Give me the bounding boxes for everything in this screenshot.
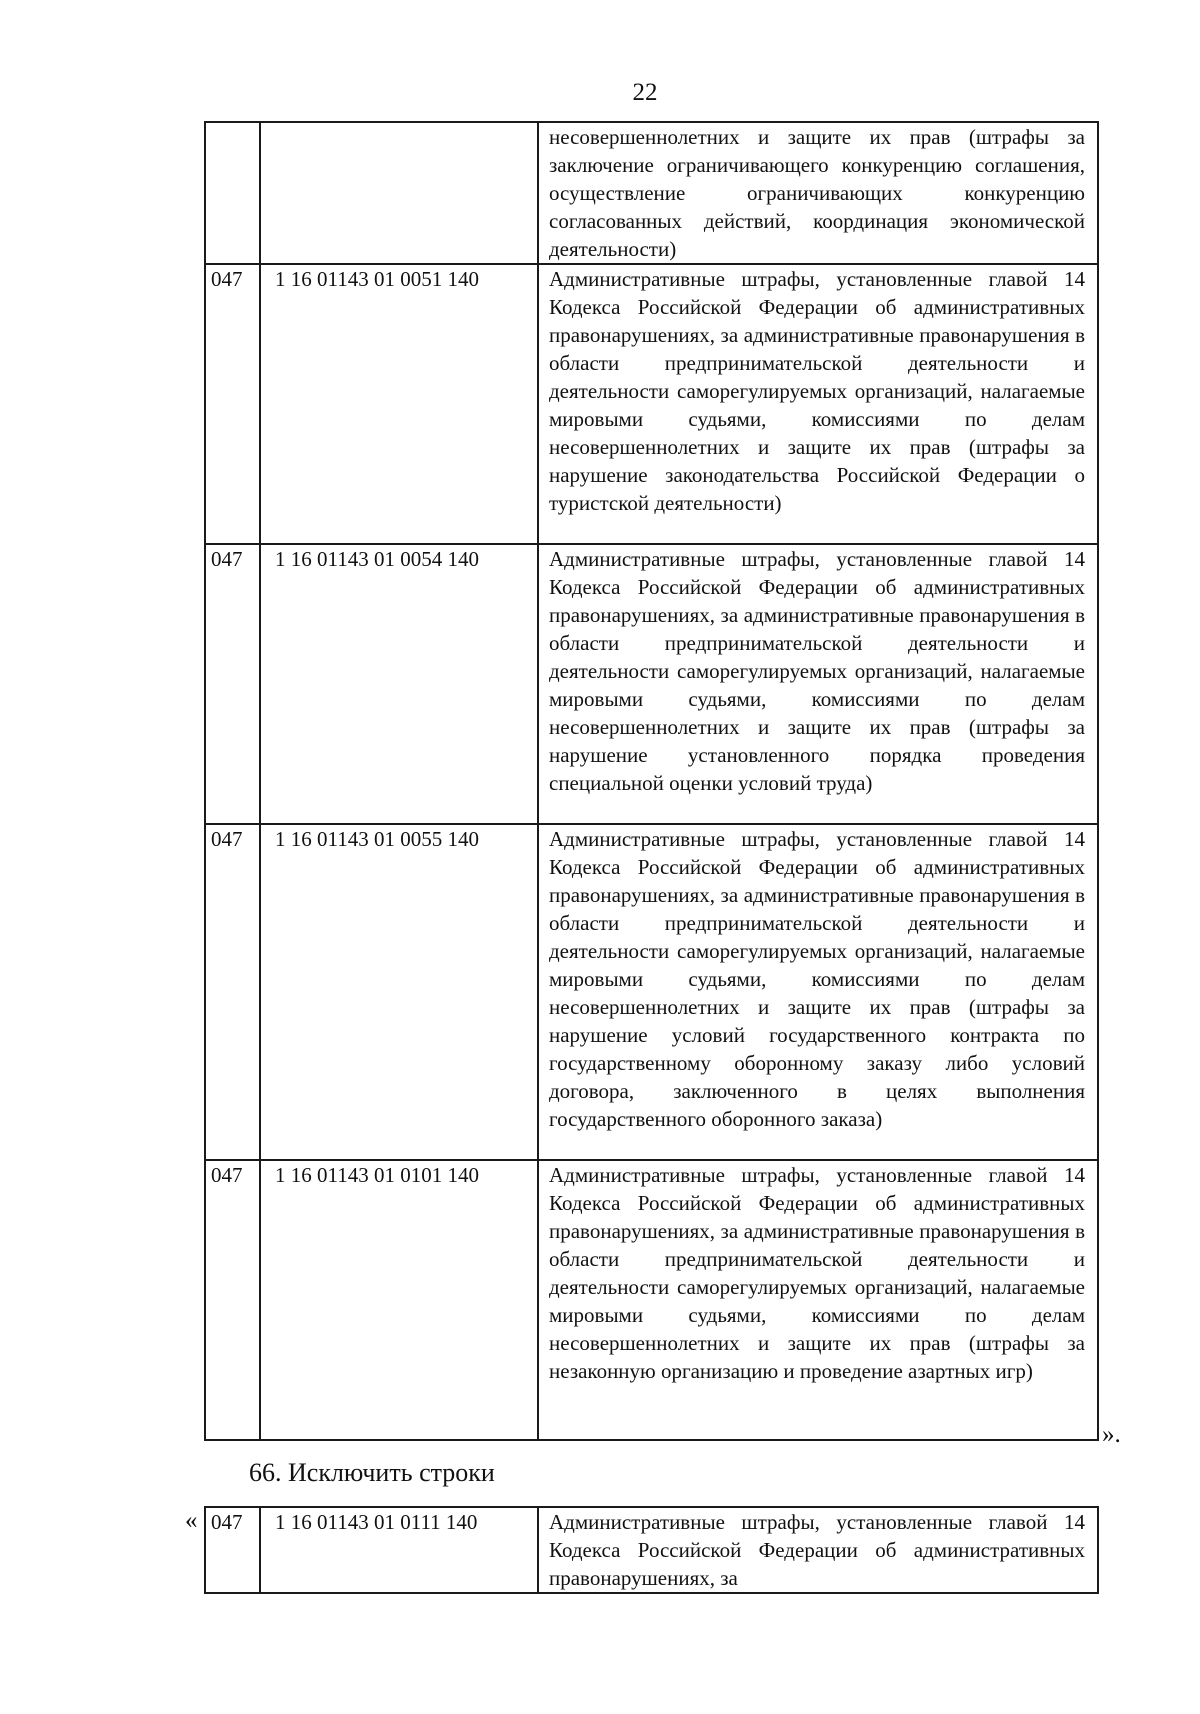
description-text: Административные штрафы, установленные главой 14 Кодекса Российской Федерации об административных правонарушениях, за административные правонарушения в области предпринимательской деятельности и деятельности саморегулируемых организаций, налагаемые мировыми судьями, комиссиями по делам несовершеннолетних и защите их прав (штрафы за нарушение условий государственного контракта по государственному оборонному заказу либо условий договора, заключенного в целях выполнения государственного оборонного заказа) — [549, 827, 1085, 1131]
admin-code-cell: 047 — [205, 544, 260, 824]
revenue-codes-table — [204, 121, 1099, 1441]
description-text: Административные штрафы, установленные главой 14 Кодекса Российской Федерации об административных правонарушениях, за административные правонарушения в области предпринимательской деятельности и деятельности саморегулируемых организаций, налагаемые мировыми судьями, комиссиями по делам несовершеннолетних и защите их прав (штрафы за незаконную организацию и проведение азартных игр) — [549, 1163, 1085, 1383]
description-text: Административные штрафы, установленные главой 14 Кодекса Российской Федерации об административных правонарушениях, за административные правонарушения в области предпринимательской деятельности и деятельности саморегулируемых организаций, налагаемые мировыми судьями, комиссиями по делам несовершеннолетних и защите их прав (штрафы за нарушение законодательства Российской Федерации о туристской деятельности) — [549, 267, 1085, 515]
kbk-code-cell: 1 16 01143 01 0051 140 — [260, 264, 538, 544]
table-row — [205, 122, 1098, 264]
kbk-code-cell: 1 16 01143 01 0055 140 — [260, 824, 538, 1160]
closing-quote: ». — [1102, 1421, 1121, 1448]
description-text: Административные штрафы, установленные главой 14 Кодекса Российской Федерации об административных правонарушениях, за — [549, 1510, 1085, 1590]
description-cell — [538, 1160, 1098, 1440]
kbk-code-cell — [260, 122, 538, 264]
opening-quote: « — [185, 1507, 198, 1534]
admin-code-cell: 047 — [205, 1160, 260, 1440]
description-text: несовершеннолетних и защите их прав (штрафы за заключение ограничивающего конкуренцию соглашения, осуществление ограничивающих конкуренцию согласованных действий, координация экономической деятельности) — [549, 125, 1085, 261]
table-row — [205, 544, 1098, 824]
description-cell — [538, 1507, 1098, 1593]
admin-code-cell: 047 — [205, 1507, 260, 1593]
admin-code-cell: 047 — [205, 264, 260, 544]
description-cell — [538, 122, 1098, 264]
kbk-code-cell: 1 16 01143 01 0111 140 — [260, 1507, 538, 1593]
admin-code-cell: 047 — [205, 824, 260, 1160]
description-cell — [538, 544, 1098, 824]
table-row — [205, 1160, 1098, 1440]
instruction-heading: 66. Исключить строки — [249, 1458, 495, 1487]
excluded-rows-table — [204, 1506, 1099, 1594]
description-cell — [538, 824, 1098, 1160]
kbk-code-cell: 1 16 01143 01 0054 140 — [260, 544, 538, 824]
page-number: 22 — [632, 79, 658, 106]
kbk-code-cell: 1 16 01143 01 0101 140 — [260, 1160, 538, 1440]
description-text: Административные штрафы, установленные главой 14 Кодекса Российской Федерации об административных правонарушениях, за административные правонарушения в области предпринимательской деятельности и деятельности саморегулируемых организаций, налагаемые мировыми судьями, комиссиями по делам несовершеннолетних и защите их прав (штрафы за нарушение установленного порядка проведения специальной оценки условий труда) — [549, 547, 1085, 795]
admin-code-cell — [205, 122, 260, 264]
table-row — [205, 1507, 1098, 1593]
table-row — [205, 264, 1098, 544]
description-cell — [538, 264, 1098, 544]
table-row — [205, 824, 1098, 1160]
